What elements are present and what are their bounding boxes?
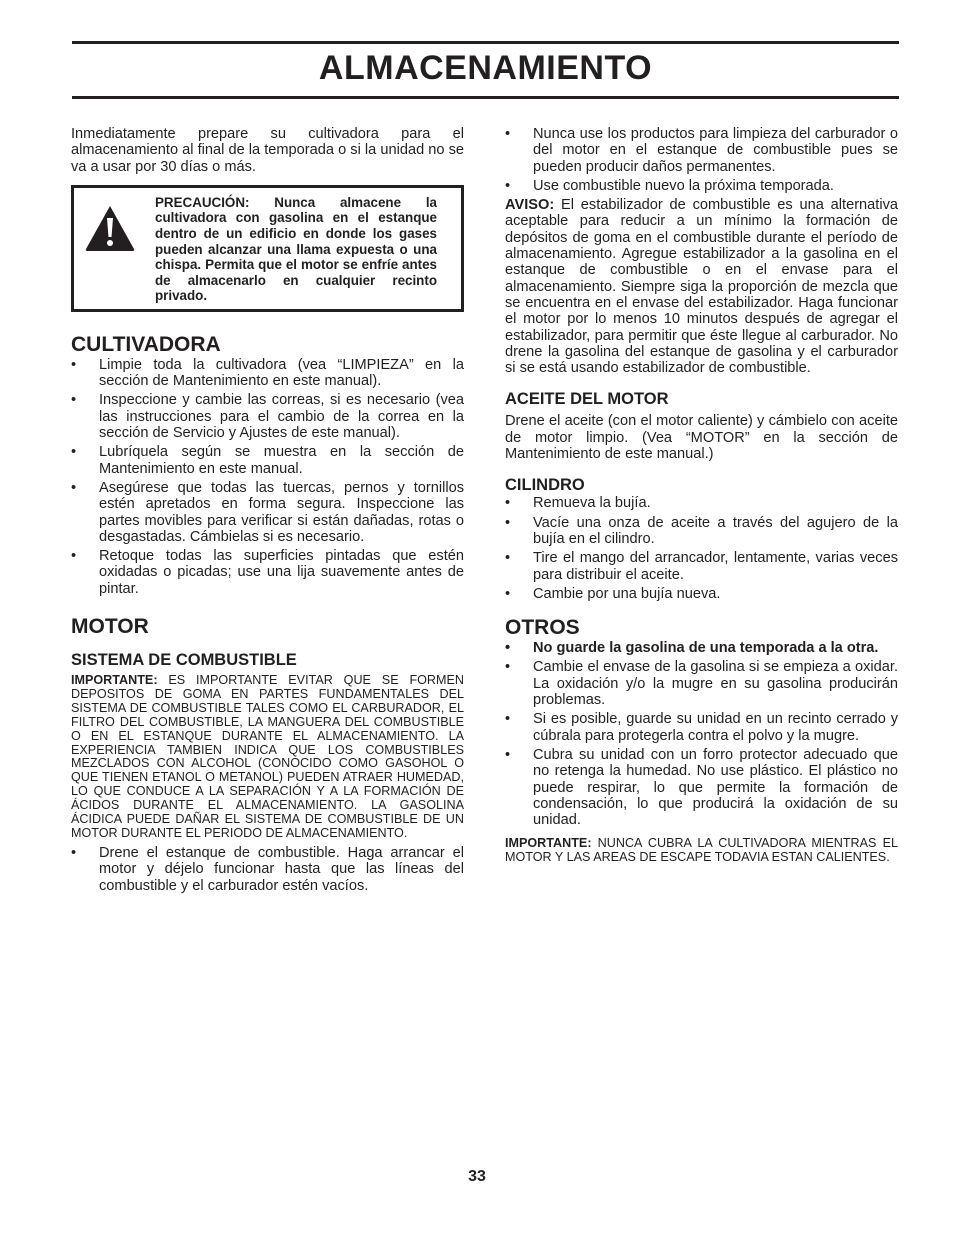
aceite-heading: ACEITE DEL MOTOR bbox=[505, 390, 669, 409]
list-item: • Retoque todas las superficies pintadas que estén oxidadas o picadas; use una lija suavemente antes de pintar. bbox=[71, 548, 464, 597]
list-item: • Cambie por una bujía nueva. bbox=[505, 586, 898, 602]
list-item: • Vacíe una onza de aceite a través del agujero de la bujía en el cilindro. bbox=[505, 515, 898, 548]
motor-list bbox=[71, 845, 464, 894]
list-item: • No guarde la gasolina de una temporada a la otra. bbox=[505, 640, 898, 656]
bottom-rule bbox=[72, 96, 899, 99]
list-item: • Asegúrese que todas las tuercas, pernos y tornillos estén apretados en forma segura. Inspeccione las partes movibles para verificar si están dañadas, rotas o desgastadas. Cámbielas si es necesario. bbox=[71, 480, 464, 545]
motor-heading: MOTOR bbox=[71, 615, 149, 639]
intro-paragraph: Inmediatamente prepare su cultivadora para el almacenamiento al final de la temporada o si la unidad no se va a usar por 30 días o más. bbox=[71, 126, 464, 175]
left-column bbox=[71, 126, 464, 897]
otros-list bbox=[505, 640, 898, 828]
list-item: • Cubra su unidad con un forro protector adecuado que no retenga la humedad. No use plástico. El plástico no puede respirar, lo que permite la formación de condensación, lo que producirá la oxidación de su unidad. bbox=[505, 747, 898, 828]
cultivadora-list bbox=[71, 357, 464, 597]
list-item: • Lubríquela según se muestra en la sección de Mantenimiento en este manual. bbox=[71, 444, 464, 477]
cultivadora-heading: CULTIVADORA bbox=[71, 332, 221, 356]
list-item: • Inspeccione y cambie las correas, si es necesario (vea las instrucciones para el cambio de la correa en la sección de Servicio y Ajustes de este manual). bbox=[71, 392, 464, 441]
page-number: 33 bbox=[468, 1168, 486, 1185]
list-item: • Limpie toda la cultivadora (vea “LIMPIEZA” en la sección de Mantenimiento en este manual). bbox=[71, 357, 464, 390]
important-label: IMPORTANTE: bbox=[505, 836, 592, 851]
caution-box bbox=[71, 185, 464, 312]
top-rule bbox=[72, 41, 899, 44]
right-column bbox=[505, 126, 898, 865]
warning-triangle-icon bbox=[84, 204, 136, 252]
otros-important-note bbox=[505, 837, 898, 865]
caution-text: PRECAUCIÓN: Nunca almacene la cultivadora con gasolina en el estanque dentro de un edificio en donde los gases pueden alcanzar una llama expuesta o una chispa. Permita que el motor se enfríe antes de almacenarlo en cualquier recinto privado. bbox=[155, 194, 437, 304]
list-item: • Si es posible, guarde su unidad en un recinto cerrado y cúbrala para protegerla contra el polvo y la mugre. bbox=[505, 711, 898, 744]
list-item: • Tire el mango del arrancador, lentamente, varias veces para distribuir el aceite. bbox=[505, 550, 898, 583]
fuel-list-continued bbox=[505, 126, 898, 194]
list-item: • Cambie el envase de la gasolina si se empieza a oxidar. La oxidación y/o la mugre en su gasolina producirán problemas. bbox=[505, 659, 898, 708]
aviso-label: AVISO: bbox=[505, 197, 555, 214]
cilindro-list bbox=[505, 495, 898, 602]
list-item: • Remueva la bujía. bbox=[505, 495, 898, 511]
fuel-system-heading: SISTEMA DE COMBUSTIBLE bbox=[71, 651, 297, 670]
important-text: ES IMPORTANTE EVITAR QUE SE FORMEN DEPOSITOS DE GOMA EN PARTES FUNDAMENTALES DEL SISTEMA DE COMBUSTIBLE TALES COMO EL CARBURADOR, EL FILTRO DEL COMBUSTIBLE, LA MANGUERA DEL COMBUSTIBLE O EN EL ESTANQUE DURANTE EL ALMACENAMIENTO. LA EXPERIENCIA TAMBIEN INDICA QUE LOS COMBUSTIBLES MEZCLADOS CON ALCOHOL (CONOCIDO COMO GASOHOL O QUE TIENEN ETANOL O METANOL) PUEDEN ATRAER HUMEDAD, LO QUE CONDUCE A LA SEPARACIÓN Y A LA FORMACIÓN DE ÁCIDOS DURANTE EL ALMACENAMIENTO. LA GASOLINA ÁCIDICA PUEDE DAÑAR EL SISTEMA DE COMBUSTIBLE DE UN MOTOR DURANTE EL PERIODO DE ALMACENAMIENTO. bbox=[71, 673, 465, 841]
list-item: • Nunca use los productos para limpieza del carburador o del motor en el estanque de combustible pues se pueden producir daños permanentes. bbox=[505, 126, 898, 175]
list-item: • Drene el estanque de combustible. Haga arrancar el motor y déjelo funcionar hasta que las líneas del combustible y el carburador estén vacíos. bbox=[71, 845, 464, 894]
important-label: IMPORTANTE: bbox=[71, 673, 158, 688]
otros-heading: OTROS bbox=[505, 616, 580, 640]
page-title: ALMACENAMIENTO bbox=[318, 49, 653, 87]
aceite-paragraph: Drene el aceite (con el motor caliente) y cámbielo con aceite de motor limpio. (Vea “MOTOR” en la sección de Mantenimiento de este manual.) bbox=[505, 413, 898, 463]
list-item: • Use combustible nuevo la próxima temporada. bbox=[505, 178, 898, 194]
aviso-paragraph bbox=[505, 197, 898, 376]
fuel-important-note bbox=[71, 674, 464, 841]
important-text: NUNCA CUBRA LA CULTIVADORA MIENTRAS EL MOTOR Y LAS AREAS DE ESCAPE TODAVIA ESTAN CALIENTES. bbox=[505, 836, 898, 865]
cilindro-heading: CILINDRO bbox=[505, 476, 585, 495]
aviso-text: El estabilizador de combustible es una alternativa aceptable para reducir a un mínimo la formación de depósitos de goma en el combustible durante el período de almacenamiento. Agregue estabilizador a la gasolina en el estanque de combustible o en el envase para el almacenamiento. Siempre siga la proporción de mezcla que se encuentra en el envase del estabilizador. Haga funcionar el motor por lo menos 10 minutos después de agregar el estabilizador, para permitir que éste llegue al carburador. No drene la gasolina del estanque de gasolina y el carburador si se está usando estabilizador de combustible. bbox=[505, 197, 898, 377]
